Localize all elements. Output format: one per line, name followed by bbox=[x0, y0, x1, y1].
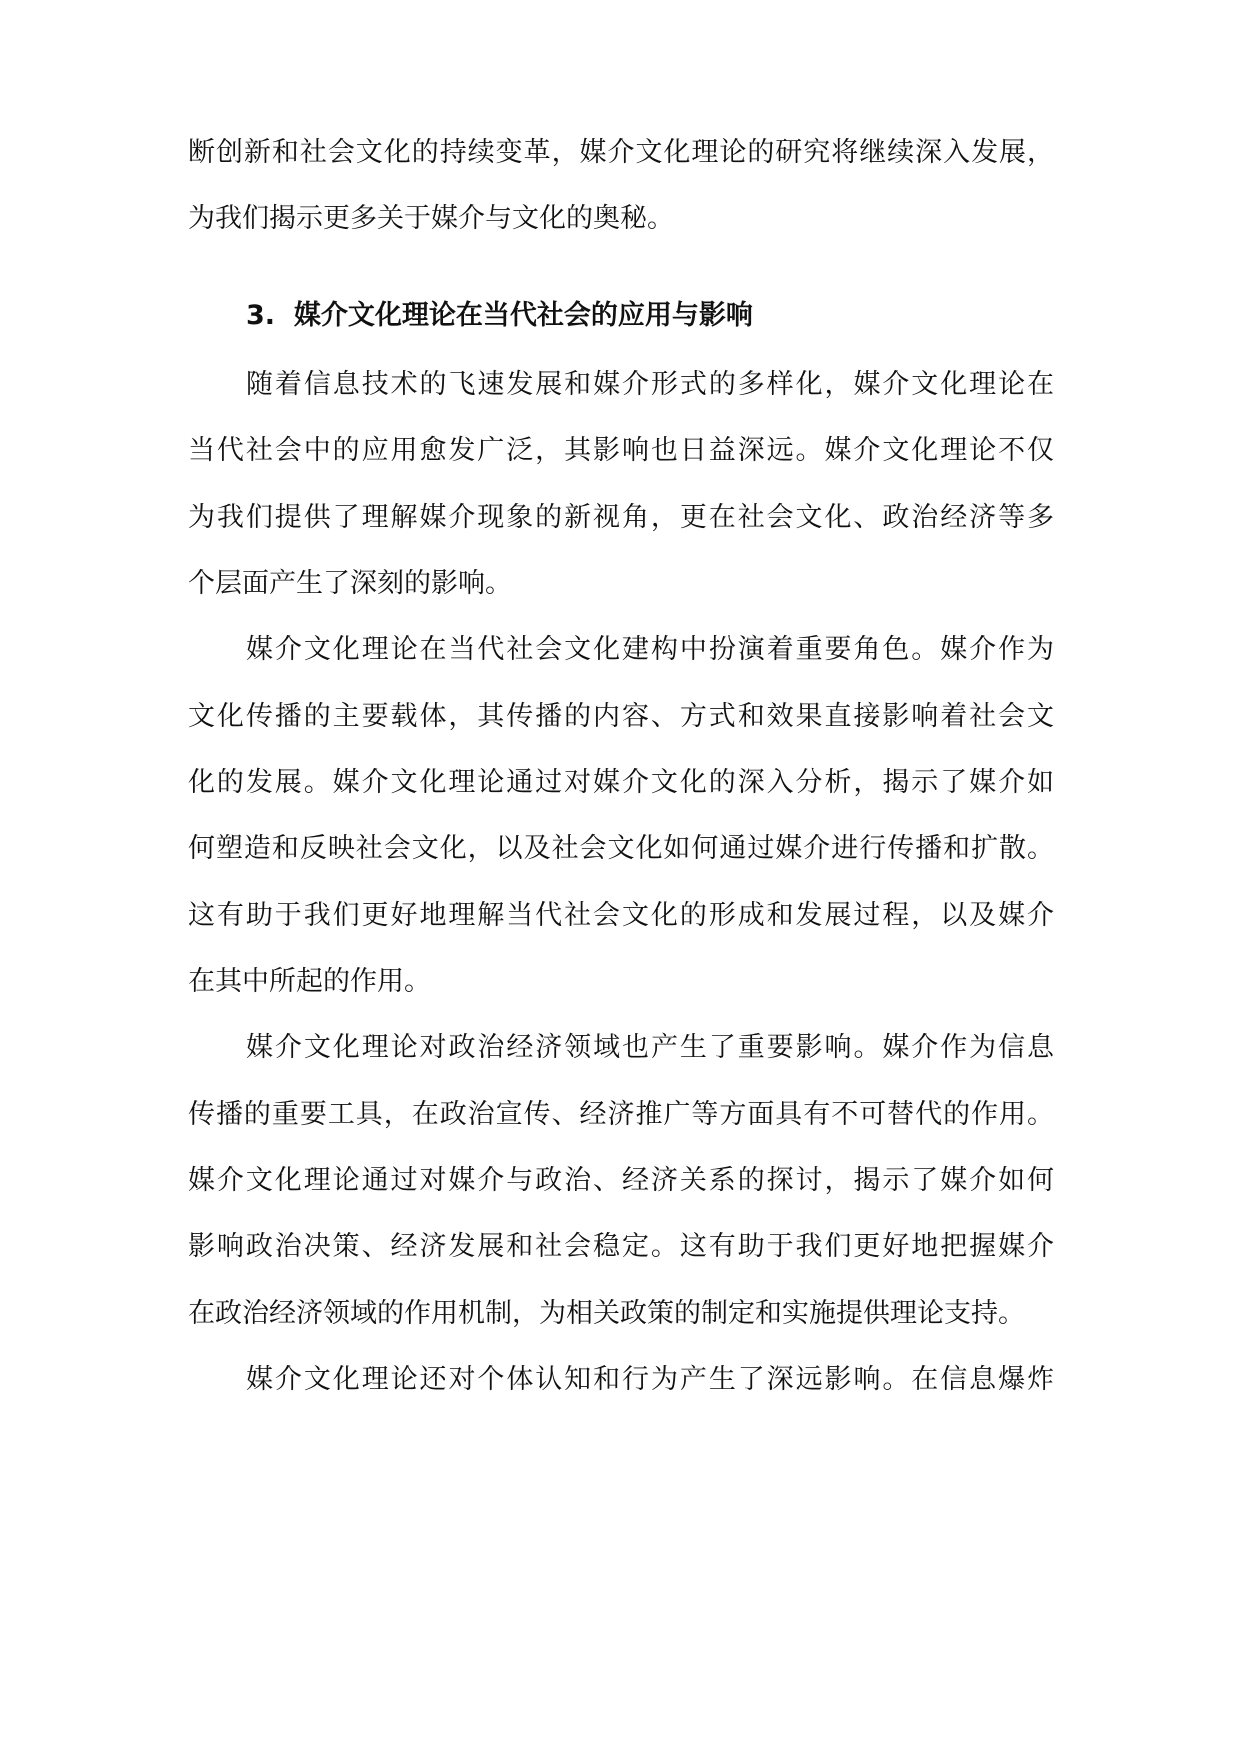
section-title: 媒介文化理论在当代社会的应用与影响 bbox=[293, 300, 753, 331]
intro-line-1: 断创新和社会文化的持续变革，媒介文化理论的研究将继续深入发展， bbox=[188, 137, 1054, 168]
paragraph-2-line-4: 何塑造和反映社会文化，以及社会文化如何通过媒介进行传播和扩散。 bbox=[188, 833, 1054, 864]
paragraph-2-line-2: 文化传播的主要载体，其传播的内容、方式和效果直接影响着社会文 bbox=[188, 701, 1054, 732]
paragraph-2-line-6: 在其中所起的作用。 bbox=[188, 966, 431, 997]
paragraph-1-line-1: 随着信息技术的飞速发展和媒介形式的多样化，媒介文化理论在 bbox=[246, 369, 1054, 400]
paragraph-2-line-1: 媒介文化理论在当代社会文化建构中扮演着重要角色。媒介作为 bbox=[246, 634, 1054, 665]
paragraph-3-line-3: 媒介文化理论通过对媒介与政治、经济关系的探讨，揭示了媒介如何 bbox=[188, 1165, 1054, 1196]
section-heading bbox=[246, 299, 753, 333]
section-number: 3. bbox=[246, 300, 276, 331]
paragraph-3-line-2: 传播的重要工具，在政治宣传、经济推广等方面具有不可替代的作用。 bbox=[188, 1099, 1054, 1130]
paragraph-3-line-5: 在政治经济领域的作用机制，为相关政策的制定和实施提供理论支持。 bbox=[188, 1298, 1025, 1329]
paragraph-1-line-2: 当代社会中的应用愈发广泛，其影响也日益深远。媒介文化理论不仅 bbox=[188, 435, 1054, 466]
paragraph-2-line-5: 这有助于我们更好地理解当代社会文化的形成和发展过程，以及媒介 bbox=[188, 900, 1054, 931]
paragraph-3-line-4: 影响政治决策、经济发展和社会稳定。这有助于我们更好地把握媒介 bbox=[188, 1231, 1054, 1262]
paragraph-3-line-1: 媒介文化理论对政治经济领域也产生了重要影响。媒介作为信息 bbox=[246, 1032, 1054, 1063]
paragraph-1-line-4: 个层面产生了深刻的影响。 bbox=[188, 568, 512, 599]
paragraph-1-line-3: 为我们提供了理解媒介现象的新视角，更在社会文化、政治经济等多 bbox=[188, 502, 1054, 533]
paragraph-2-line-3: 化的发展。媒介文化理论通过对媒介文化的深入分析，揭示了媒介如 bbox=[188, 767, 1054, 798]
intro-line-2: 为我们揭示更多关于媒介与文化的奥秘。 bbox=[188, 203, 674, 234]
paragraph-4-line-1: 媒介文化理论还对个体认知和行为产生了深远影响。在信息爆炸 bbox=[246, 1364, 1054, 1395]
